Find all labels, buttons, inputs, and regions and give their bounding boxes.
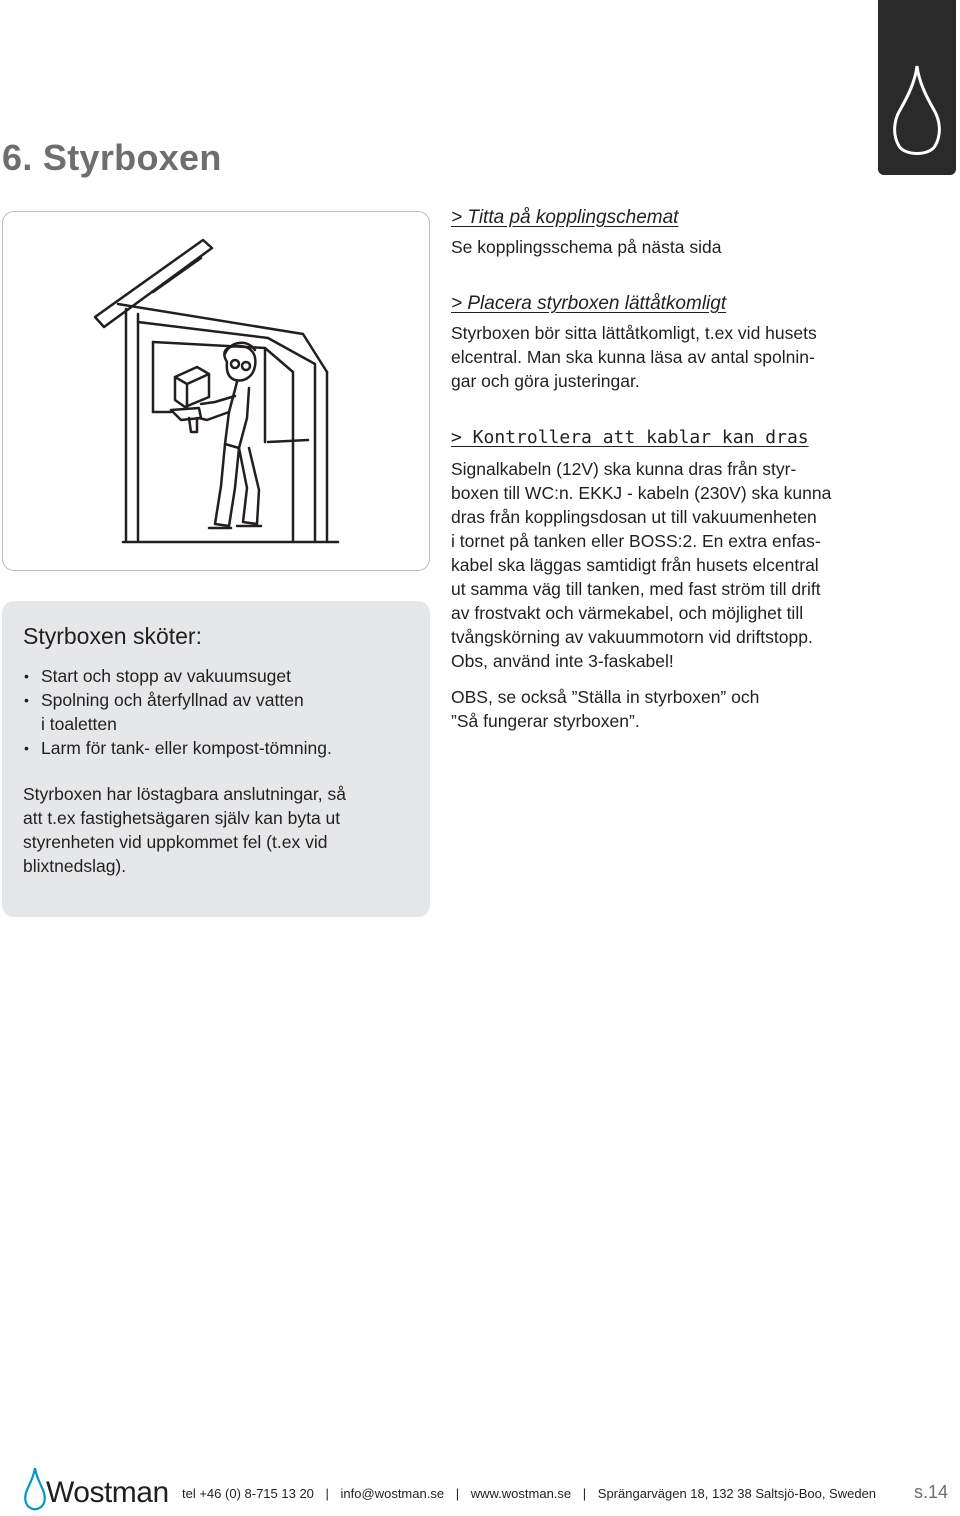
brand-logo — [24, 1466, 184, 1516]
info-box-heading: Styrboxen sköter: — [23, 623, 202, 649]
footer-contact — [182, 1486, 876, 1501]
brand-name: Wostman — [46, 1476, 169, 1509]
section-line: tvångskörning av vakuummotorn vid driftstopp. — [451, 627, 813, 647]
footer-web-link[interactable]: www.wostman.se — [470, 1486, 572, 1501]
section-line: dras från kopplingsdosan ut till vakuumenheten — [451, 507, 817, 527]
list-item: • Spolning och återfyllnad av vatten — [23, 688, 410, 712]
section-kablar — [451, 425, 881, 733]
section-line: elcentral. Man ska kunna läsa av antal spolnin- — [451, 347, 815, 367]
section-line: Signalkabeln (12V) ska kunna dras från styr- — [451, 459, 797, 479]
chapter-tab — [878, 0, 956, 175]
list-item-continuation: i toaletten — [41, 714, 117, 734]
installation-illustration — [2, 211, 430, 571]
see-also-line: ”Så fungerar styrboxen”. — [451, 711, 640, 731]
instructions-column — [451, 205, 881, 733]
footer-separator: | — [582, 1486, 587, 1501]
section-line: Se kopplingsschema på nästa sida — [451, 237, 722, 257]
page-title: 6. Styrboxen — [2, 137, 222, 178]
section-line: boxen till WC:n. EKKJ - kabeln (230V) ska kunna — [451, 483, 832, 503]
section-line: gar och göra justeringar. — [451, 371, 640, 391]
info-box — [2, 601, 430, 917]
footer-separator: | — [325, 1486, 329, 1501]
section-placera — [451, 291, 881, 393]
info-note-line: styrenheten vid uppkommet fel (t.ex vid — [23, 832, 328, 852]
section-kopplingschema — [451, 205, 881, 259]
water-drop-icon — [888, 62, 946, 162]
list-item: • Larm för tank- eller kompost-tömning. — [23, 736, 410, 760]
page-number: s.14 — [914, 1482, 949, 1502]
task-list — [23, 664, 410, 760]
section-line: av frostvakt och värmekabel, och möjlighet till — [451, 603, 804, 623]
section-line: i tornet på tanken eller BOSS:2. En extra enfas- — [451, 531, 821, 551]
logo-drop-icon — [24, 1466, 46, 1512]
section-heading: > Kontrollera att kablar kan dras — [451, 427, 809, 448]
section-line: ut samma väg till tanken, med fast ström till drift — [451, 579, 821, 599]
section-line: Obs, använd inte 3-faskabel! — [451, 651, 674, 671]
info-note-line: Styrboxen har löstagbara anslutningar, så — [23, 784, 346, 804]
footer-address: Sprängarvägen 18, 132 38 Saltsjö-Boo, Sweden — [597, 1486, 877, 1501]
info-note-line: att t.ex fastighetsägaren själv kan byta ut — [23, 808, 341, 828]
man-drilling-drawing — [3, 212, 430, 571]
section-heading: > Placera styrboxen lättåtkomligt — [451, 293, 727, 314]
section-line: Styrboxen bör sitta lättåtkomligt, t.ex vid husets — [451, 323, 817, 343]
footer-separator: | — [455, 1486, 460, 1501]
list-item: • Start och stopp av vakuumsuget — [23, 664, 410, 688]
footer-phone: tel +46 (0) 8-715 13 20 — [182, 1486, 314, 1501]
section-heading: > Titta på kopplingschemat — [451, 207, 679, 228]
section-line: kabel ska läggas samtidigt från husets elcentral — [451, 555, 819, 575]
see-also-line: OBS, se också ”Ställa in styrboxen” och — [451, 687, 760, 707]
footer-email-link[interactable]: info@wostman.se — [340, 1486, 445, 1501]
info-note-line: blixtnedslag). — [23, 856, 127, 876]
